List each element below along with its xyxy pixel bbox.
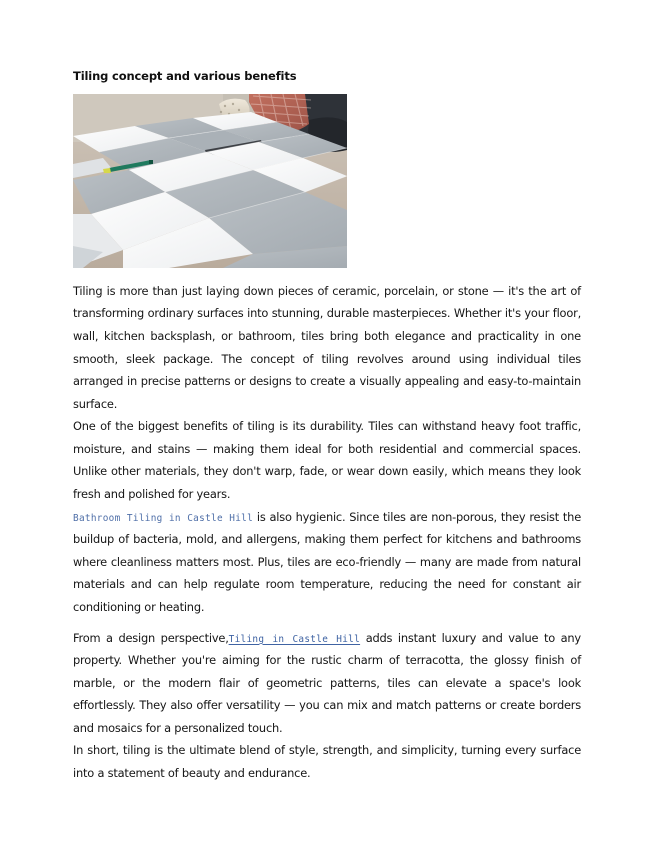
paragraph-design-text-before: From a design perspective, bbox=[73, 630, 229, 645]
paragraph-hygiene-text: is also hygienic. Since tiles are non-porous, they resist the buildup of bacteria, mold, and allergens, making them perfect for kitchens and bathrooms where cleanliness matters most. Plus, tiles are eco-friendly — many are made from natural materials and can help regulate room temperature, reducing the need for constant air conditioning or heating. bbox=[73, 509, 582, 614]
paragraph-conclusion: In short, tiling is the ultimate blend of style, strength, and simplicity, turning every surface into a statement of beauty and endurance. bbox=[73, 743, 581, 780]
paragraph-intro: Tiling is more than just laying down pieces of ceramic, porcelain, or stone — it's the art of transforming ordinary surfaces into stunning, durable masterpieces. Whether it's your floor, wall, kitchen backsplash, or bathroom, tiles bring both elegance and practicality in one smooth, sleek package. The concept of tiling revolves around using individual tiles arranged in precise patterns or designs to create a visually appealing and easy-to-maintain surface. bbox=[73, 283, 581, 411]
link-tiling-castle-hill[interactable]: Tiling in Castle Hill bbox=[228, 633, 361, 645]
paragraph-design bbox=[73, 627, 581, 740]
link-bathroom-tiling-castle-hill[interactable]: Bathroom Tiling in Castle Hill bbox=[73, 512, 254, 524]
tiling-installation-photo bbox=[73, 94, 347, 268]
document-content bbox=[73, 70, 581, 785]
paragraph-design-text-after: adds instant luxury and value to any property. Whether you're aiming for the rustic charm of terracotta, the glossy finish of marble, or the modern flair of geometric patterns, tiles can elevate a space's look effortlessly. They also offer versatility — you can mix and match patterns or create borders and mosaics for a personalized touch. bbox=[73, 630, 581, 735]
tiling-photo-graphic bbox=[73, 94, 347, 268]
page-title: Tiling concept and various benefits bbox=[73, 69, 297, 83]
paragraph-hygiene bbox=[73, 506, 581, 619]
paragraph-durability: One of the biggest benefits of tiling is its durability. Tiles can withstand heavy foot traffic, moisture, and stains — making them ideal for both residential and commercial spaces. Unlike other materials, they don't warp, fade, or wear down easily, which means they look fresh and polished for years. bbox=[73, 419, 581, 501]
